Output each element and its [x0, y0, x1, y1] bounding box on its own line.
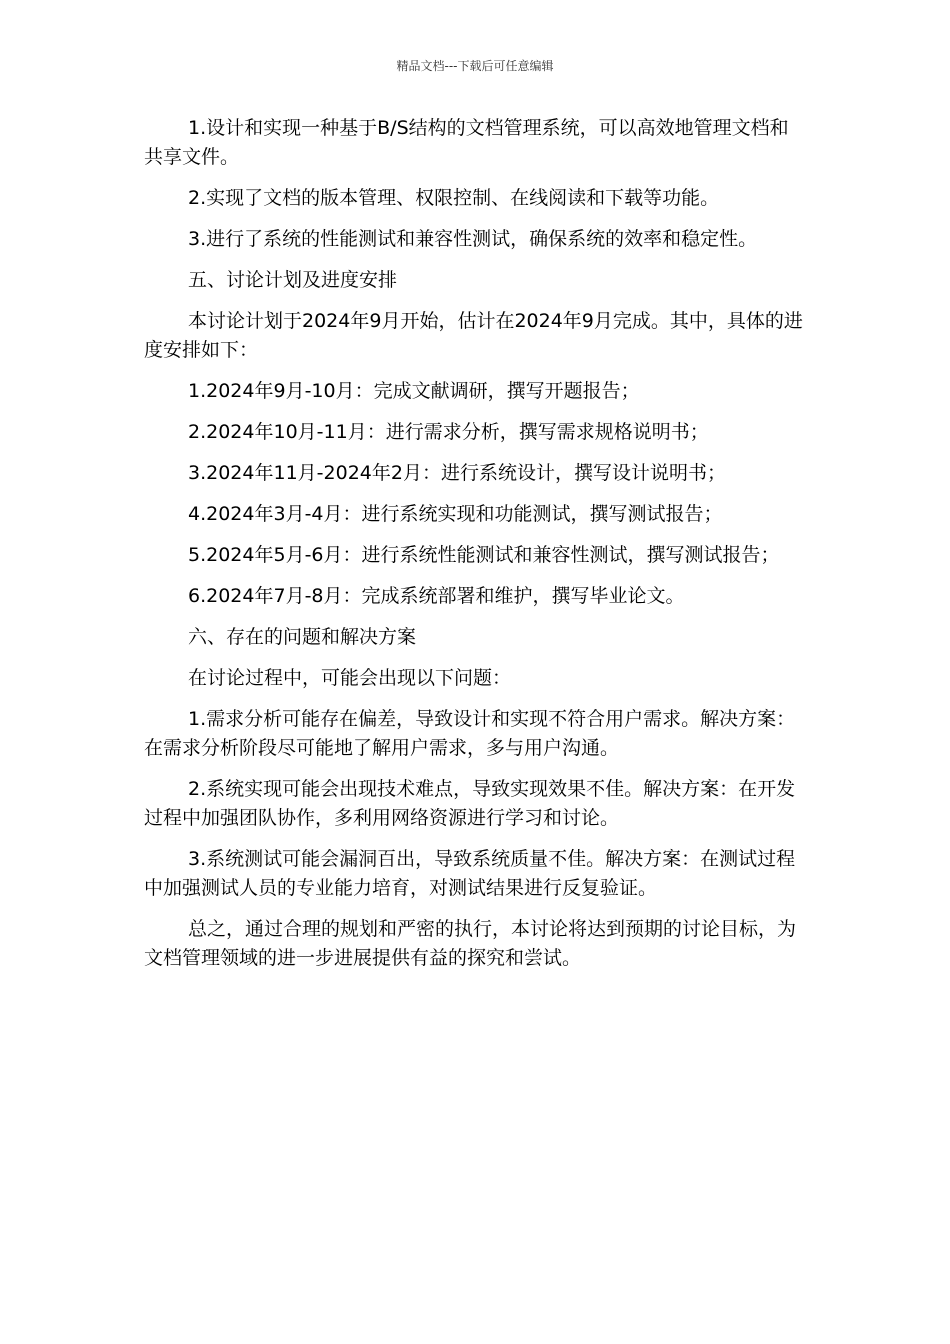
schedule-item-5: 5.2024年5月-6月：进行系统性能测试和兼容性测试，撰写测试报告； — [188, 544, 780, 566]
schedule-item-6: 6.2024年7月-8月：完成系统部署和维护，撰写毕业论文。 — [188, 585, 685, 607]
schedule-item-3: 3.2024年11月-2024年2月：进行系统设计，撰写设计说明书； — [188, 462, 726, 484]
result-item-3: 3.进行了系统的性能测试和兼容性测试，确保系统的效率和稳定性。 — [188, 228, 758, 250]
schedule-item-1: 1.2024年9月-10月：完成文献调研，撰写开题报告； — [188, 380, 640, 402]
problem-item-3: 3.系统测试可能会漏洞百出，导致系统质量不佳。解决方案：在测试过程中加强测试人员的专业能力培育，对测试结果进行反复验证。 — [144, 848, 796, 899]
problem-item-1: 1.需求分析可能存在偏差，导致设计和实现不符合用户需求。解决方案：在需求分析阶段尽可能地了解用户需求，多与用户沟通。 — [144, 708, 796, 759]
problems-intro: 在讨论过程中，可能会出现以下问题： — [188, 667, 512, 689]
result-item-1: 1.设计和实现一种基于B/S结构的文档管理系统，可以高效地管理文档和共享文件。 — [144, 117, 789, 168]
document-body — [144, 114, 806, 985]
problem-item-2: 2.系统实现可能会出现技术难点，导致实现效果不佳。解决方案：在开发过程中加强团队协作，多利用网络资源进行学习和讨论。 — [144, 778, 796, 829]
page-header: 精品文档---下载后可任意编辑 — [396, 59, 554, 73]
schedule-item-2: 2.2024年10月-11月：进行需求分析，撰写需求规格说明书； — [188, 421, 709, 443]
conclusion-paragraph: 总之，通过合理的规划和严密的执行，本讨论将达到预期的讨论目标，为文档管理领域的进一步进展提供有益的探究和尝试。 — [144, 918, 797, 969]
schedule-intro: 本讨论计划于2024年9月开始，估计在2024年9月完成。其中，具体的进度安排如下： — [144, 310, 803, 361]
section-heading-schedule: 五、讨论计划及进度安排 — [188, 269, 398, 291]
schedule-item-4: 4.2024年3月-4月：进行系统实现和功能测试，撰写测试报告； — [188, 503, 723, 525]
result-item-2: 2.实现了文档的版本管理、权限控制、在线阅读和下载等功能。 — [188, 187, 720, 209]
section-heading-problems: 六、存在的问题和解决方案 — [188, 626, 417, 648]
